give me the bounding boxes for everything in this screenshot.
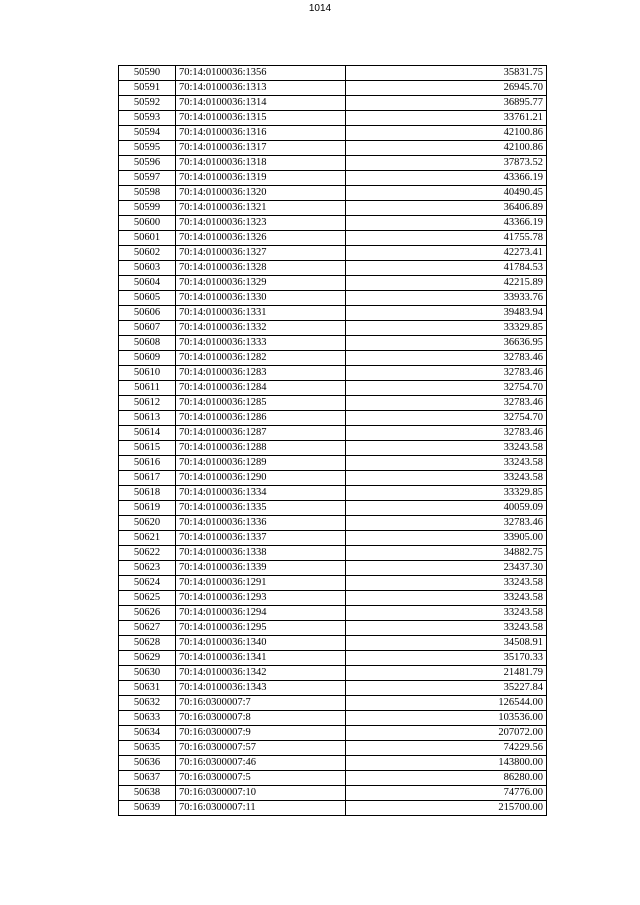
- table-row: [119, 126, 547, 141]
- cadastral-number-cell: 70:14:0100036:1338: [176, 546, 346, 561]
- cadastral-value-cell: 36636.95: [346, 336, 547, 351]
- table-row: [119, 756, 547, 771]
- table-row: [119, 576, 547, 591]
- cadastral-value-table: [118, 65, 547, 816]
- cadastral-number-cell: 70:14:0100036:1332: [176, 321, 346, 336]
- row-number-cell: 50635: [119, 741, 176, 756]
- table-row: [119, 366, 547, 381]
- row-number-cell: 50624: [119, 576, 176, 591]
- cadastral-number-cell: 70:16:0300007:11: [176, 801, 346, 816]
- cadastral-number-cell: 70:14:0100036:1291: [176, 576, 346, 591]
- table-row: [119, 651, 547, 666]
- row-number-cell: 50618: [119, 486, 176, 501]
- row-number-cell: 50620: [119, 516, 176, 531]
- cadastral-value-cell: 74776.00: [346, 786, 547, 801]
- row-number-cell: 50599: [119, 201, 176, 216]
- row-number-cell: 50631: [119, 681, 176, 696]
- row-number-cell: 50621: [119, 531, 176, 546]
- cadastral-value-cell: 32754.70: [346, 411, 547, 426]
- cadastral-number-cell: 70:14:0100036:1317: [176, 141, 346, 156]
- cadastral-number-cell: 70:14:0100036:1333: [176, 336, 346, 351]
- cadastral-value-cell: 35227.84: [346, 681, 547, 696]
- row-number-cell: 50611: [119, 381, 176, 396]
- cadastral-number-cell: 70:14:0100036:1316: [176, 126, 346, 141]
- table-row: [119, 381, 547, 396]
- row-number-cell: 50604: [119, 276, 176, 291]
- row-number-cell: 50593: [119, 111, 176, 126]
- cadastral-number-cell: 70:14:0100036:1285: [176, 396, 346, 411]
- cadastral-value-cell: 41755.78: [346, 231, 547, 246]
- row-number-cell: 50605: [119, 291, 176, 306]
- cadastral-number-cell: 70:14:0100036:1331: [176, 306, 346, 321]
- cadastral-value-cell: 33243.58: [346, 576, 547, 591]
- cadastral-number-cell: 70:14:0100036:1340: [176, 636, 346, 651]
- cadastral-number-cell: 70:16:0300007:9: [176, 726, 346, 741]
- table-row: [119, 171, 547, 186]
- cadastral-value-cell: 23437.30: [346, 561, 547, 576]
- cadastral-number-cell: 70:14:0100036:1321: [176, 201, 346, 216]
- row-number-cell: 50625: [119, 591, 176, 606]
- row-number-cell: 50626: [119, 606, 176, 621]
- cadastral-number-cell: 70:16:0300007:7: [176, 696, 346, 711]
- table-row: [119, 606, 547, 621]
- cadastral-number-cell: 70:16:0300007:46: [176, 756, 346, 771]
- table-row: [119, 246, 547, 261]
- cadastral-value-cell: 42215.89: [346, 276, 547, 291]
- table-row: [119, 66, 547, 81]
- cadastral-value-cell: 32783.46: [346, 516, 547, 531]
- table-row: [119, 306, 547, 321]
- cadastral-number-cell: 70:14:0100036:1339: [176, 561, 346, 576]
- cadastral-value-cell: 36895.77: [346, 96, 547, 111]
- row-number-cell: 50601: [119, 231, 176, 246]
- cadastral-value-cell: 32783.46: [346, 396, 547, 411]
- cadastral-value-cell: 42100.86: [346, 126, 547, 141]
- row-number-cell: 50633: [119, 711, 176, 726]
- row-number-cell: 50622: [119, 546, 176, 561]
- table-row: [119, 471, 547, 486]
- cadastral-number-cell: 70:14:0100036:1289: [176, 456, 346, 471]
- cadastral-value-cell: 35170.33: [346, 651, 547, 666]
- row-number-cell: 50639: [119, 801, 176, 816]
- cadastral-number-cell: 70:14:0100036:1328: [176, 261, 346, 276]
- row-number-cell: 50607: [119, 321, 176, 336]
- cadastral-value-cell: 32783.46: [346, 426, 547, 441]
- table-row: [119, 681, 547, 696]
- cadastral-number-cell: 70:14:0100036:1336: [176, 516, 346, 531]
- table-row: [119, 591, 547, 606]
- table-row: [119, 201, 547, 216]
- cadastral-value-cell: 33243.58: [346, 591, 547, 606]
- table-row: [119, 111, 547, 126]
- table-row: [119, 561, 547, 576]
- table-row: [119, 501, 547, 516]
- row-number-cell: 50627: [119, 621, 176, 636]
- cadastral-value-cell: 42273.41: [346, 246, 547, 261]
- cadastral-number-cell: 70:14:0100036:1334: [176, 486, 346, 501]
- cadastral-number-cell: 70:14:0100036:1290: [176, 471, 346, 486]
- table-row: [119, 336, 547, 351]
- table-row: [119, 96, 547, 111]
- cadastral-value-cell: 74229.56: [346, 741, 547, 756]
- cadastral-value-cell: 32754.70: [346, 381, 547, 396]
- cadastral-number-cell: 70:14:0100036:1343: [176, 681, 346, 696]
- cadastral-number-cell: 70:14:0100036:1330: [176, 291, 346, 306]
- cadastral-number-cell: 70:14:0100036:1313: [176, 81, 346, 96]
- cadastral-value-cell: 86280.00: [346, 771, 547, 786]
- cadastral-value-cell: 33933.76: [346, 291, 547, 306]
- cadastral-number-cell: 70:14:0100036:1284: [176, 381, 346, 396]
- row-number-cell: 50595: [119, 141, 176, 156]
- cadastral-number-cell: 70:14:0100036:1341: [176, 651, 346, 666]
- table-row: [119, 81, 547, 96]
- cadastral-number-cell: 70:14:0100036:1356: [176, 66, 346, 81]
- cadastral-value-cell: 33243.58: [346, 441, 547, 456]
- row-number-cell: 50592: [119, 96, 176, 111]
- cadastral-value-cell: 41784.53: [346, 261, 547, 276]
- cadastral-number-cell: 70:14:0100036:1286: [176, 411, 346, 426]
- cadastral-value-cell: 33243.58: [346, 621, 547, 636]
- row-number-cell: 50603: [119, 261, 176, 276]
- cadastral-value-cell: 126544.00: [346, 696, 547, 711]
- table-body: [119, 66, 547, 816]
- cadastral-number-cell: 70:14:0100036:1283: [176, 366, 346, 381]
- cadastral-number-cell: 70:14:0100036:1326: [176, 231, 346, 246]
- cadastral-value-cell: 103536.00: [346, 711, 547, 726]
- table-row: [119, 786, 547, 801]
- cadastral-value-cell: 21481.79: [346, 666, 547, 681]
- table-row: [119, 426, 547, 441]
- cadastral-value-cell: 32783.46: [346, 366, 547, 381]
- cadastral-number-cell: 70:14:0100036:1295: [176, 621, 346, 636]
- cadastral-value-cell: 33905.00: [346, 531, 547, 546]
- table-row: [119, 486, 547, 501]
- cadastral-value-cell: 40490.45: [346, 186, 547, 201]
- cadastral-value-cell: 33329.85: [346, 321, 547, 336]
- table-row: [119, 456, 547, 471]
- cadastral-number-cell: 70:14:0100036:1315: [176, 111, 346, 126]
- table-row: [119, 261, 547, 276]
- row-number-cell: 50602: [119, 246, 176, 261]
- row-number-cell: 50628: [119, 636, 176, 651]
- row-number-cell: 50632: [119, 696, 176, 711]
- table-row: [119, 411, 547, 426]
- cadastral-value-cell: 39483.94: [346, 306, 547, 321]
- cadastral-number-cell: 70:14:0100036:1318: [176, 156, 346, 171]
- cadastral-value-cell: 36406.89: [346, 201, 547, 216]
- cadastral-value-cell: 26945.70: [346, 81, 547, 96]
- table-row: [119, 621, 547, 636]
- cadastral-number-cell: 70:14:0100036:1327: [176, 246, 346, 261]
- row-number-cell: 50619: [119, 501, 176, 516]
- cadastral-number-cell: 70:14:0100036:1287: [176, 426, 346, 441]
- cadastral-value-cell: 35831.75: [346, 66, 547, 81]
- row-number-cell: 50594: [119, 126, 176, 141]
- cadastral-value-cell: 33243.58: [346, 471, 547, 486]
- row-number-cell: 50630: [119, 666, 176, 681]
- cadastral-number-cell: 70:16:0300007:8: [176, 711, 346, 726]
- cadastral-value-cell: 143800.00: [346, 756, 547, 771]
- cadastral-number-cell: 70:16:0300007:57: [176, 741, 346, 756]
- row-number-cell: 50636: [119, 756, 176, 771]
- row-number-cell: 50600: [119, 216, 176, 231]
- row-number-cell: 50608: [119, 336, 176, 351]
- table-row: [119, 546, 547, 561]
- cadastral-value-cell: 40059.09: [346, 501, 547, 516]
- cadastral-number-cell: 70:14:0100036:1282: [176, 351, 346, 366]
- row-number-cell: 50637: [119, 771, 176, 786]
- row-number-cell: 50616: [119, 456, 176, 471]
- cadastral-value-cell: 34508.91: [346, 636, 547, 651]
- cadastral-value-cell: 32783.46: [346, 351, 547, 366]
- row-number-cell: 50591: [119, 81, 176, 96]
- cadastral-number-cell: 70:14:0100036:1329: [176, 276, 346, 291]
- cadastral-number-cell: 70:14:0100036:1320: [176, 186, 346, 201]
- row-number-cell: 50610: [119, 366, 176, 381]
- cadastral-number-cell: 70:14:0100036:1294: [176, 606, 346, 621]
- table-row: [119, 441, 547, 456]
- cadastral-number-cell: 70:14:0100036:1323: [176, 216, 346, 231]
- cadastral-number-cell: 70:16:0300007:5: [176, 771, 346, 786]
- row-number-cell: 50623: [119, 561, 176, 576]
- table-row: [119, 321, 547, 336]
- row-number-cell: 50606: [119, 306, 176, 321]
- row-number-cell: 50590: [119, 66, 176, 81]
- cadastral-number-cell: 70:14:0100036:1288: [176, 441, 346, 456]
- table-row: [119, 291, 547, 306]
- cadastral-value-cell: 43366.19: [346, 216, 547, 231]
- table-row: [119, 726, 547, 741]
- table-row: [119, 666, 547, 681]
- cadastral-value-cell: 34882.75: [346, 546, 547, 561]
- row-number-cell: 50612: [119, 396, 176, 411]
- table-row: [119, 711, 547, 726]
- page-number: 1014: [308, 3, 332, 14]
- row-number-cell: 50598: [119, 186, 176, 201]
- cadastral-value-cell: 207072.00: [346, 726, 547, 741]
- cadastral-number-cell: 70:16:0300007:10: [176, 786, 346, 801]
- cadastral-number-cell: 70:14:0100036:1335: [176, 501, 346, 516]
- table-row: [119, 696, 547, 711]
- table-row: [119, 801, 547, 816]
- row-number-cell: 50629: [119, 651, 176, 666]
- cadastral-value-cell: 33761.21: [346, 111, 547, 126]
- cadastral-value-cell: 33243.58: [346, 606, 547, 621]
- cadastral-value-cell: 215700.00: [346, 801, 547, 816]
- row-number-cell: 50617: [119, 471, 176, 486]
- row-number-cell: 50614: [119, 426, 176, 441]
- table-row: [119, 351, 547, 366]
- row-number-cell: 50634: [119, 726, 176, 741]
- cadastral-number-cell: 70:14:0100036:1337: [176, 531, 346, 546]
- cadastral-number-cell: 70:14:0100036:1342: [176, 666, 346, 681]
- table-row: [119, 636, 547, 651]
- row-number-cell: 50596: [119, 156, 176, 171]
- row-number-cell: 50597: [119, 171, 176, 186]
- row-number-cell: 50638: [119, 786, 176, 801]
- table-row: [119, 396, 547, 411]
- cadastral-value-cell: 43366.19: [346, 171, 547, 186]
- row-number-cell: 50615: [119, 441, 176, 456]
- row-number-cell: 50613: [119, 411, 176, 426]
- table-row: [119, 276, 547, 291]
- cadastral-value-cell: 42100.86: [346, 141, 547, 156]
- cadastral-number-cell: 70:14:0100036:1319: [176, 171, 346, 186]
- table-row: [119, 531, 547, 546]
- table-row: [119, 141, 547, 156]
- table-row: [119, 741, 547, 756]
- table-row: [119, 156, 547, 171]
- cadastral-number-cell: 70:14:0100036:1293: [176, 591, 346, 606]
- table-row: [119, 231, 547, 246]
- table-row: [119, 186, 547, 201]
- table-row: [119, 516, 547, 531]
- cadastral-value-cell: 33329.85: [346, 486, 547, 501]
- table-row: [119, 216, 547, 231]
- cadastral-number-cell: 70:14:0100036:1314: [176, 96, 346, 111]
- cadastral-value-cell: 37873.52: [346, 156, 547, 171]
- cadastral-value-cell: 33243.58: [346, 456, 547, 471]
- row-number-cell: 50609: [119, 351, 176, 366]
- table-row: [119, 771, 547, 786]
